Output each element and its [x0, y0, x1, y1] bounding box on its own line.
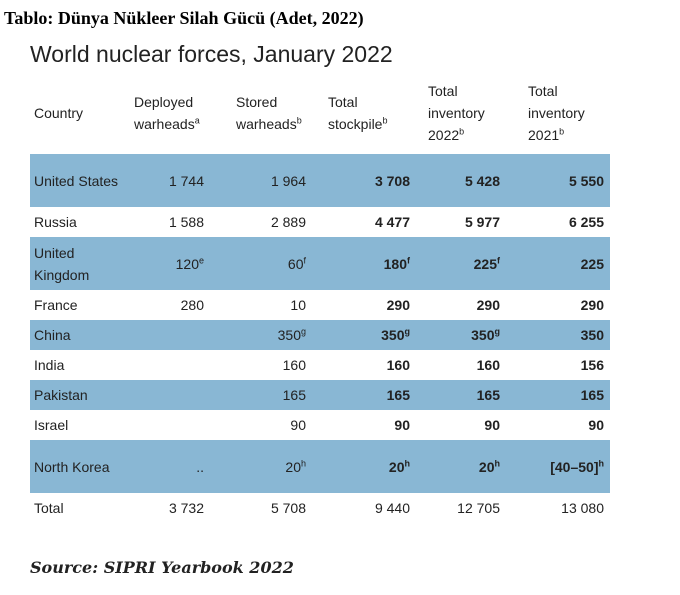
country-cell: France: [34, 297, 78, 313]
value-cell: 160: [386, 357, 410, 373]
table-row: [30, 380, 610, 410]
col-header-stockpile: Total stockpile$^b$: [328, 94, 388, 132]
value-cell: 350: [580, 327, 604, 343]
value-cell: 165: [386, 387, 410, 403]
value-cell: [126, 410, 226, 440]
value-cell: ..: [196, 458, 204, 475]
value-cell: 60$^f$: [287, 254, 306, 272]
country-cell: United States: [34, 172, 119, 189]
country-cell: United Kingdom: [34, 244, 90, 283]
table-title: World nuclear forces, January 2022: [30, 41, 393, 67]
col-header-inventory-2022: Total inventory 2022$^b$: [428, 83, 485, 143]
value-cell: 3 708: [374, 172, 410, 189]
country-cell: Russia: [34, 214, 77, 230]
total-row: [30, 493, 610, 523]
value-cell: 4 477: [374, 214, 410, 230]
page-caption: Tablo: Dünya Nükleer Silah Gücü (Adet, 2022): [4, 8, 364, 28]
value-cell: [126, 320, 226, 350]
country-cell: China: [34, 327, 71, 343]
source-note: Source: SIPRI Yearbook 2022: [30, 558, 294, 577]
value-cell: 1 588: [168, 214, 204, 230]
value-cell: 5 708: [270, 500, 306, 516]
table-row: [30, 440, 610, 493]
value-cell: 20$^h$: [478, 457, 500, 475]
value-cell: 350$^g$: [471, 326, 500, 343]
table-row: [30, 320, 610, 350]
value-cell: 225$^f$: [473, 254, 500, 272]
value-cell: 290: [386, 297, 410, 313]
col-header-stored: Stored warheads$^b$: [236, 94, 302, 132]
table-row: [30, 154, 610, 207]
table-row: [30, 290, 610, 320]
country-cell: Total: [34, 500, 64, 516]
value-cell: 90: [290, 417, 306, 433]
value-cell: 180$^f$: [383, 254, 410, 272]
value-cell: 90: [588, 417, 604, 433]
header-row: [30, 72, 610, 154]
value-cell: 225: [580, 255, 604, 272]
nuclear-forces-table: [30, 72, 610, 523]
table-row: [30, 350, 610, 380]
value-cell: 5 428: [464, 172, 500, 189]
value-cell: 1 964: [270, 172, 306, 189]
country-cell: North Korea: [34, 458, 110, 475]
col-header-inventory-2021: Total inventory 2021$^b$: [528, 83, 585, 143]
value-cell: 3 732: [168, 500, 204, 516]
value-cell: 280: [180, 297, 204, 313]
value-cell: 6 255: [568, 214, 604, 230]
value-cell: 12 705: [457, 500, 500, 516]
country-cell: India: [34, 357, 65, 373]
value-cell: 350$^g$: [381, 326, 410, 343]
value-cell: 20$^h$: [285, 457, 306, 475]
value-cell: 13 080: [561, 500, 604, 516]
value-cell: 2 889: [270, 214, 306, 230]
country-cell: Israel: [34, 417, 69, 433]
value-cell: 160: [476, 357, 500, 373]
value-cell: 90: [484, 417, 500, 433]
table-row: [30, 410, 610, 440]
value-cell: 5 977: [464, 214, 500, 230]
value-cell: 165: [580, 387, 604, 403]
value-cell: 165: [282, 387, 306, 403]
col-header-deployed: Deployed warheads$^a$: [134, 94, 200, 132]
value-cell: 1 744: [168, 172, 204, 189]
table-row: [30, 207, 610, 237]
value-cell: 290: [580, 297, 604, 313]
value-cell: $[40-50]^h$: [550, 457, 604, 475]
value-cell: 120e: [175, 254, 204, 272]
value-cell: [126, 380, 226, 410]
value-cell: 290: [476, 297, 500, 313]
value-cell: 156: [580, 357, 604, 373]
col-header-country: Country: [34, 105, 84, 121]
cut-off-text-line: [4, 586, 676, 595]
country-cell: Pakistan: [34, 387, 88, 403]
value-cell: 9 440: [374, 500, 410, 516]
value-cell: 10: [290, 297, 306, 313]
value-cell: 20$^h$: [388, 457, 410, 475]
table-row: [30, 237, 610, 290]
value-cell: 165: [476, 387, 500, 403]
value-cell: 350$^g$: [277, 326, 306, 343]
value-cell: [126, 350, 226, 380]
value-cell: 160: [282, 357, 306, 373]
value-cell: 5 550: [568, 172, 604, 189]
value-cell: 90: [394, 417, 410, 433]
